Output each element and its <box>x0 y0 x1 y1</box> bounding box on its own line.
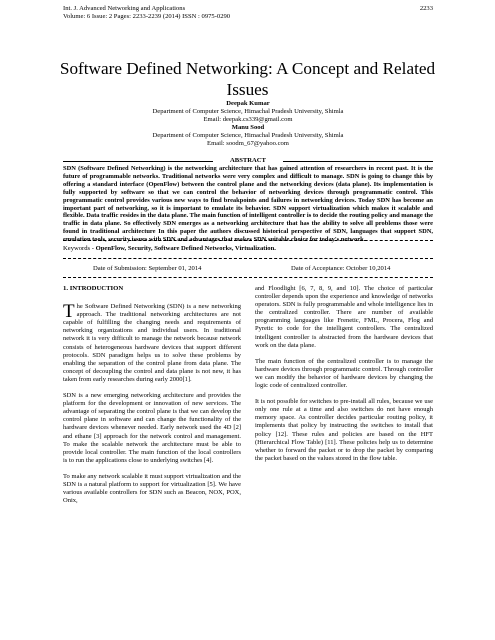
abstract-label: ABSTRACT <box>230 157 266 164</box>
author-email: Email: deepak.cs339@gmail.com <box>203 116 293 123</box>
dashed-rule <box>63 258 433 259</box>
journal-name: Int. J. Advanced Networking and Applications <box>63 5 186 12</box>
abstract-text: SDN (Software Defined Networking) is the networking architecture that has gained attention of researchers in recent past. It is the future of programmable networks. Traditional networks were very complex and difficult to manage. SDN is going to change this by offering a standard interface (OpenFlow) between the control plane and the networking devices (data plane). Its implementation is fully supported by software so that we can control the behavior of networking devices through programmatic control. This programmatic control provides various new ways to find breakpoints and failures in networking devices. Today SDN has become an important part of networking, so it is important to emulate its behavior. SDN support virtualization which makes it scalable and flexible. Data traffic resides in the data plane. The main function of intelligent controller is to decide the routing policy and manage the traffic in data plane. So effectively SDN emerges as a networking architecture that has the ability to solve all problems those were found in traditional architecture In this paper the authors discussed historical perspective of SDN, languages that support SDN, emulation tools, security issues with SDN and advantages that makes SDN suitable choice for today's network. <box>63 165 433 244</box>
paragraph <box>63 303 241 384</box>
paragraph: To make any network scalable it must support virtualization and the SDN is a natural platform to support for virtualization [5]. We have various available controllers for SDN such as Beacon, NOX, POX, Onix, <box>63 472 241 505</box>
submission-date: Date of Submission: September 01, 2014 <box>93 265 202 272</box>
paragraph: and Floodlight [6, 7, 8, 9, and 10]. The choice of particular controller depends upon the experience and knowledge of networks operators. SDN is fully programmable and whole intelligence lies in the centralized controller. There are number of available programming languages like Frenetic, FML, Procera, Flog and Pyretic to code for the intelligent controllers. The centralized intelligent controller is abstracted from the hardware devices that work on the data plane. <box>255 285 433 349</box>
page-number: 2233 <box>419 5 433 12</box>
paper-title: Software Defined Networking: A Concept and Related Issues <box>59 59 436 99</box>
author-affiliation: Department of Computer Science, Himachal Pradesh University, Shimla <box>152 108 344 115</box>
acceptance-date: Date of Acceptance: October 10,2014 <box>291 265 391 272</box>
section-heading: 1. INTRODUCTION <box>63 285 124 292</box>
dashed-rule <box>63 277 433 278</box>
author-affiliation: Department of Computer Science, Himachal Pradesh University, Shimla <box>152 132 344 139</box>
paragraph: SDN is a new emerging networking architecture and provides the platform for the development or innovation of new services. The advantage of separating the control plane is that we can develop the control plane in software and can change the functionality of the hardware devices whenever needed. Early network used the 4D [2] and ethane [3] approach for the network control and management. To make the scalable network the architecture must be able to provide local controller. The main function of the local controllers is to run the applications close to underlying switches [4]. <box>63 392 241 464</box>
keywords-line <box>63 245 433 253</box>
abstract-divider <box>63 157 433 165</box>
keywords-list: OpenFlow, Security, Software Defined Networks, Virtualization. <box>95 245 276 252</box>
right-column <box>255 285 433 471</box>
keywords-label: Keywords - <box>63 245 96 252</box>
divider-line <box>283 161 433 162</box>
author-block <box>63 100 433 148</box>
dashed-rule <box>63 240 433 241</box>
drop-cap: T <box>63 301 75 323</box>
author-email: Email: soodm_67@yahoo.com <box>207 140 289 147</box>
left-column <box>63 285 241 513</box>
paragraph: The main function of the centralized controller is to manage the hardware devices through programmatic control. Through controller we can modify the behavior of hardware devices by changing the logic code of centralized controller. <box>255 357 433 390</box>
author-name: Deepak Kumar <box>226 100 270 107</box>
paragraph-text: he Software Defined Networking (SDN) is a new networking approach. The traditional networking architectures are not capable of fulfilling the changing needs and requirements of networking organizations and individual users. In traditional network it is very difficult to manage the network because network consists of heterogeneous hardware devices that support different protocols. SDN paradigm helps us to solve these problems by enabling the separation of the control plane from data plane. The concept of decoupling the control and data plane is not new, it has taken from early researches during early 2000[1]. <box>63 303 241 383</box>
author-name: Manu Sood <box>231 124 265 131</box>
paragraph: It is not possible for switches to pre-install all rules, because we use only one rule at a time and also switches do not have enough memory space. As controller decides particular routing policy, it implements that policy by instructing the switches to install that policy [12]. These rules and policies are based on the HFT (Hierarchical Flow Table) [11]. These policies help us to determine whether to forward the packet or to drop the packet by comparing the packet based on the values stored in the flow table. <box>255 398 433 462</box>
running-header <box>63 5 433 21</box>
volume-info: Volume: 6 Issue: 2 Pages: 2233-2239 (2014) ISSN : 0975-0290 <box>63 13 231 20</box>
